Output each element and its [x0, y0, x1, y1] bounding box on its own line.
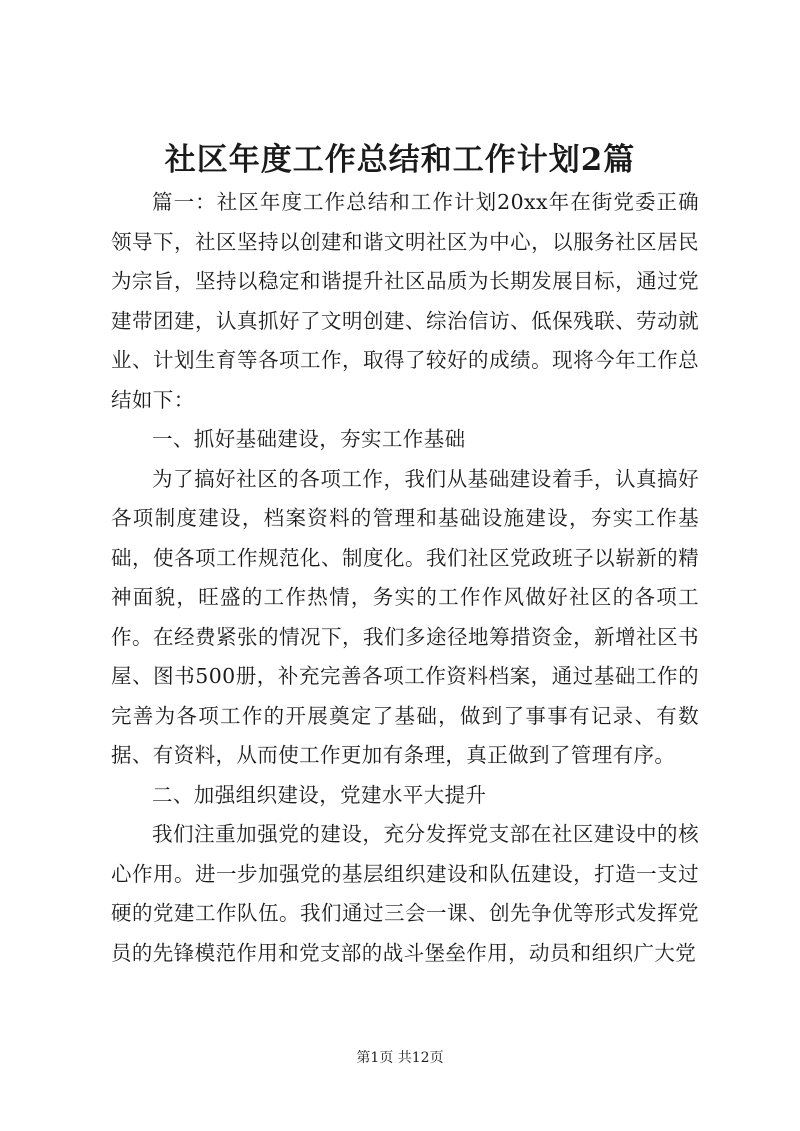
- paragraph-section-1: 为了搞好社区的各项工作，我们从基础建设着手，认真搞好各项制度建设，档案资料的管理和基础设施建设，夯实工作基础，使各项工作规范化、制度化。我们社区党政班子以崭新的精神面貌，旺盛的工作热情，务实的工作作风做好社区的各项工作。在经费紧张的情况下，我们多途径地筹措资金，新增社区书屋、图书500册，补充完善各项工作资料档案，通过基础工作的完善为各项工作的开展奠定了基础，做到了事事有记录、有数据、有资料，从而使工作更加有条理，真正做到了管理有序。: [111, 466, 699, 767]
- page-footer: 第1页 共12页: [356, 1050, 444, 1066]
- paragraph-intro: 篇一：社区年度工作总结和工作计划20xx年在街党委正确领导下，社区坚持以创建和谐文明社区为中心，以服务社区居民为宗旨，坚持以稳定和谐提升社区品质为长期发展目标，通过党建带团建，认真抓好了文明创建、综治信访、低保残联、劳动就业、计划生育等各项工作，取得了较好的成绩。现将今年工作总结如下：: [111, 190, 699, 412]
- section-heading-1: 一、抓好基础建设，夯实工作基础: [152, 427, 466, 451]
- document-body: [111, 183, 699, 973]
- paragraph-section-2: 我们注重加强党的建设，充分发挥党支部在社区建设中的核心作用。进一步加强党的基层组织建设和队伍建设，打造一支过硬的党建工作队伍。我们通过三会一课、创先争优等形式发挥党员的先锋模范作用和党支部的战斗堡垒作用，动员和组织广大党: [111, 822, 699, 965]
- section-heading-2: 二、加强组织建设，党建水平大提升: [152, 782, 487, 807]
- document-title: 社区年度工作总结和工作计划2篇: [164, 142, 636, 178]
